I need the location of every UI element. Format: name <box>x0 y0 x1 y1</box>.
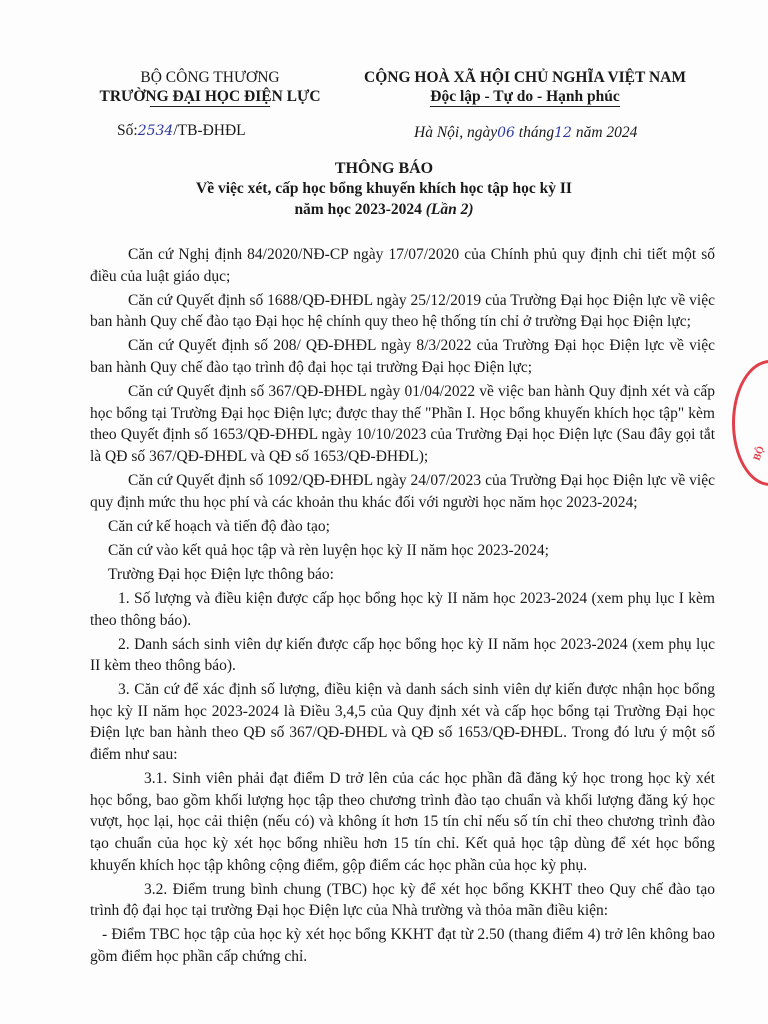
school-name: TRƯỜNG ĐẠI HỌC ĐIỆN LỰC <box>99 88 321 105</box>
month-word: tháng <box>518 124 555 141</box>
paragraph-item-1: 1. Số lượng và điều kiện được cấp học bổng học kỳ II năm học 2023-2024 (xem phụ lục I kèm theo thông báo). <box>90 589 715 629</box>
paragraph-basis-367: Căn cứ Quyết định số 367/QĐ-ĐHĐL ngày 01/04/2022 về việc ban hành Quy định xét và cấp học bổng tại Trường Đại học Điện lực; được thay thế "Phần I. Học bổng khuyến khích học tập" kèm theo Quyết định số 1653/QĐ-ĐHĐL ngày 10/10/2023 của Trường Đại học Điện lực (Sau đây gọi tắt là QĐ số 367/QĐ-ĐHĐL và QĐ số 1653/QĐ-ĐHĐL); <box>90 383 715 465</box>
red-stamp <box>732 360 768 486</box>
document-number <box>117 122 246 140</box>
doc-number-suffix: /TB-ĐHĐL <box>173 122 246 139</box>
nation-name: CỘNG HOÀ XÃ HỘI CHỦ NGHĨA VIỆT NAM <box>364 69 686 86</box>
day-handwritten: 06 <box>497 125 515 141</box>
paragraph-basis-1092: Căn cứ Quyết định số 1092/QĐ-ĐHĐL ngày 24/07/2023 của Trường Đại học Điện lực về việc quy định mức thu học phí và các khoản thu khác đối với người học năm học 2023-2024; <box>90 471 715 511</box>
subject-round: (Lần 2) <box>425 201 474 218</box>
paragraph-item-3-2: 3.2. Điểm trung bình chung (TBC) học kỳ để xét học bổng KKHT theo Quy chế đào tạo trình độ đại học tại trường Đại học Điện lực của Nhà trường và thỏa mãn điều kiện: <box>90 880 715 920</box>
paragraph-basis-decree: Căn cứ Nghị định 84/2020/NĐ-CP ngày 17/07/2020 của Chính phủ quy định chi tiết một số điều của luật giáo dục; <box>90 246 715 285</box>
paragraph-item-3-1: 3.1. Sinh viên phải đạt điểm D trở lên của các học phần đã đăng ký học trong học kỳ xét học bổng, bao gồm khối lượng học tập theo chương trình đào tạo chuẩn và khối lượng đăng ký học vượt, học lại, học cải thiện (nếu có) và không ít hơn 15 tín chỉ nếu số tín chỉ theo chương trình đào tạo chuẩn của học kỳ xét học bổng nhiều hơn 15 tín chỉ. Kết quả học tập dùng để xét học bổng khuyến khích học tập không cộng điểm, gộp điểm các học phần của học kỳ phụ. <box>90 770 715 874</box>
place-date <box>414 124 637 142</box>
paragraph-item-2: 2. Danh sách sinh viên dự kiến được cấp học bổng học kỳ II năm học 2023-2024 (xem phụ lục II kèm theo thông báo). <box>90 635 715 675</box>
place-prefix: Hà Nội, ngày <box>414 124 498 141</box>
paragraph-basis-1688: Căn cứ Quyết định số 1688/QĐ-ĐHĐL ngày 25/12/2019 của Trường Đại học Điện lực về việc ban hành Quy chế đào tạo Đại học hệ chính quy theo hệ thống tín chỉ ở trường Đại học Điện lực; <box>90 291 715 331</box>
document-title: THÔNG BÁO <box>334 160 434 177</box>
paragraph-item-3: 3. Căn cứ để xác định số lượng, điều kiện và danh sách sinh viên dự kiến được nhận học bổng học kỳ II năm học 2023-2024 là Điều 3,4,5 của Quy định xét và cấp học bổng tại Trường Đại học Điện lực ban hành theo QĐ số 367/QĐ-ĐHĐL và QĐ số 1653/QĐ-ĐHĐL. Trong đó lưu ý một số điểm như sau: <box>90 681 715 764</box>
school-underline <box>150 106 270 107</box>
national-motto: Độc lập - Tự do - Hạnh phúc <box>430 88 620 105</box>
paragraph-basis-208: Căn cứ Quyết định số 208/ QĐ-ĐHĐL ngày 8/3/2022 của Trường Đại học Điện lực về việc ban hành Quy chế đào tạo trình độ đại học tại trường Đại học Điện lực; <box>90 337 715 376</box>
ministry-name: BỘ CÔNG THƯƠNG <box>140 69 280 86</box>
paragraph-basis-plan: Căn cứ kế hoạch và tiến độ đào tạo; <box>108 517 330 535</box>
document-body <box>90 244 715 970</box>
month-handwritten: 12 <box>554 125 572 141</box>
subject-year: năm học 2023-2024 <box>294 201 422 218</box>
motto-underline <box>430 106 620 107</box>
doc-number-prefix: Số: <box>117 122 138 139</box>
paragraph-condition-gpa: - Điểm TBC học tập của học kỳ xét học bổng KKHT đạt từ 2.50 (thang điểm 4) trở lên không bao gồm điểm học phần cấp chứng chỉ. <box>90 926 715 965</box>
doc-number-handwritten: 2534 <box>137 123 174 139</box>
document-subject-line1: Về việc xét, cấp học bổng khuyến khích học tập học kỳ II <box>196 180 572 197</box>
year-text: năm 2024 <box>575 124 638 141</box>
paragraph-announcement: Trường Đại học Điện lực thông báo: <box>108 565 334 583</box>
paragraph-basis-results: Căn cứ vào kết quả học tập và rèn luyện học kỳ II năm học 2023-2024; <box>108 541 549 559</box>
document-subject-line2 <box>0 201 768 219</box>
stamp-text: BỘ <box>751 444 767 463</box>
